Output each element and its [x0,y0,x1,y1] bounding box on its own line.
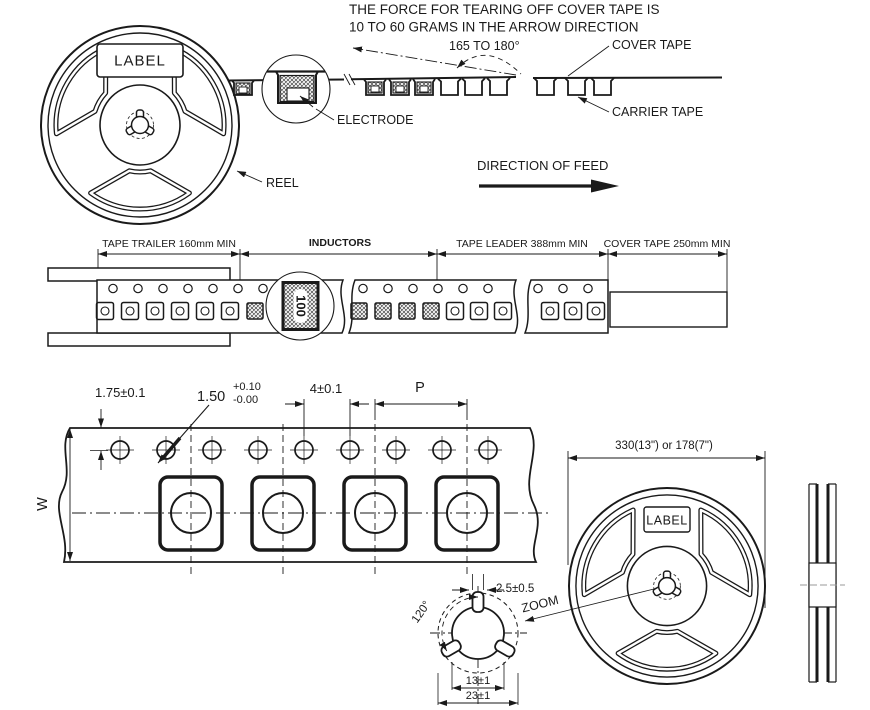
dim-reel-dia: 330(13") or 178(7") [615,440,713,452]
dim-sprocket-edge: 1.75±0.1 [95,385,146,400]
direction-of-feed-text: DIRECTION OF FEED [477,158,609,173]
dim-sprocket-pitch: 4±0.1 [309,381,343,396]
reel-front-view-top [41,26,299,224]
reel-side-view [800,484,845,682]
inductor-magnifier [266,272,334,340]
inductor-marking: 100 [293,295,309,317]
dim-hole-tol-minus: -0.00 [233,394,259,406]
zoom-callout: ZOOM [520,592,560,616]
tape-plan-view [48,237,730,346]
reel-label-text: LABEL [114,52,166,70]
feed-arrow-head [591,180,619,193]
tape-detail-view [35,380,548,576]
cover-tape-callout: COVER TAPE [612,38,692,52]
dim-pocket-pitch: P [415,380,425,396]
tape-leader-label: TAPE LEADER 388mm MIN [456,238,588,250]
trailer-rail-bottom [48,333,230,346]
hub-zoom-detail [410,574,534,706]
direction-of-feed [477,158,619,193]
peel-angle-text: 165 TO 180° [449,39,520,53]
force-note-line2: 10 TO 60 GRAMS IN THE ARROW DIRECTION [349,19,639,35]
force-note-line1: THE FORCE FOR TEARING OFF COVER TAPE IS [349,2,660,17]
detail-band [59,428,538,562]
cross-section-component-pockets [364,79,435,95]
dim-key-width: 2.5±0.5 [496,583,535,595]
cover-tape-strip [610,292,727,327]
reel-label-text-bottom: LABEL [646,513,688,528]
cover-tape-min-label: COVER TAPE 250mm MIN [603,238,731,250]
tape-cross-section [229,38,722,127]
trailer-rail-top [48,268,230,281]
dim-hole-tol-plus: +0.10 [233,381,261,393]
top-note [349,2,660,35]
reel-leader [237,171,262,182]
detail-sprocket-holes [106,436,502,464]
cross-section-empty-pockets [438,78,510,95]
inductors-label: INDUCTORS [308,237,372,249]
carrier-tape-callout: CARRIER TAPE [612,105,704,119]
dim-key-angle: 120° [409,599,434,626]
peel-angle-arc [457,55,521,74]
dim-hub-id: 13±1 [465,675,491,687]
dim-tape-width: W [35,497,51,511]
tape-trailer-label: TAPE TRAILER 160mm MIN [102,238,236,250]
electrode-callout: ELECTRODE [337,113,414,127]
dim-hub-od: 23±1 [465,690,491,702]
reel-front-view-bottom [520,440,765,684]
reel-callout: REEL [266,176,299,190]
dim-hole-dia: 1.50 [197,389,226,405]
